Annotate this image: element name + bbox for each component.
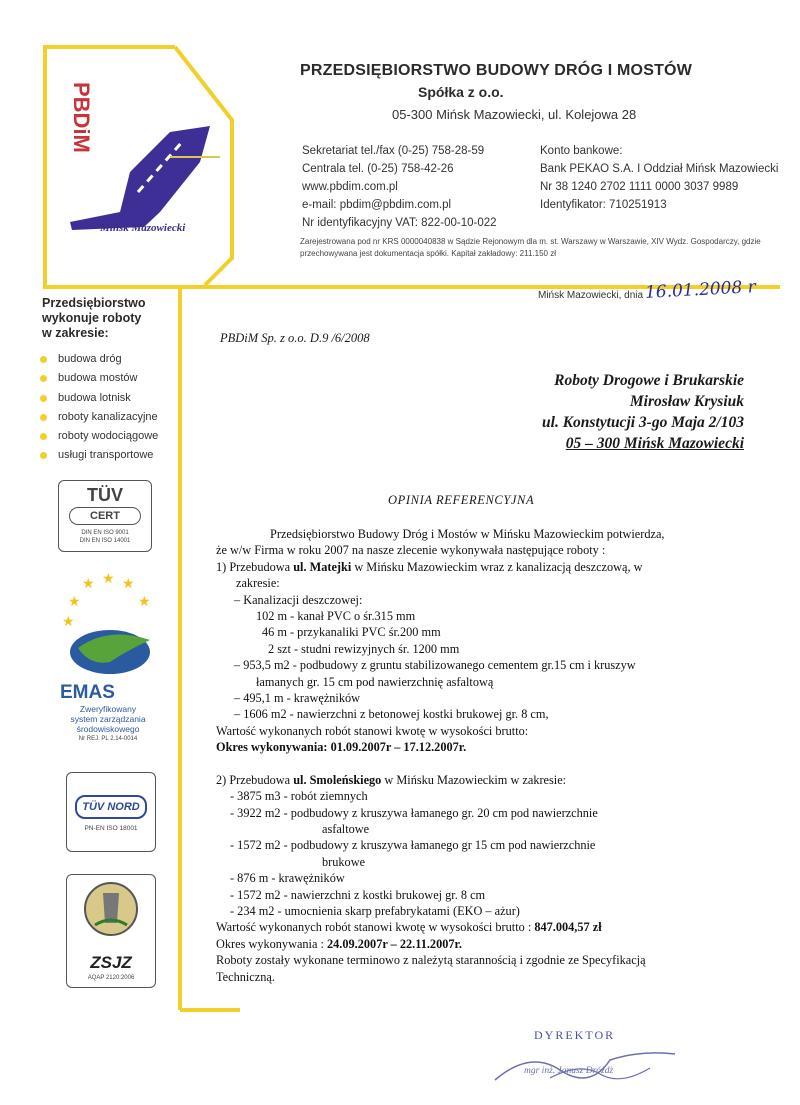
letter-body [216, 526, 756, 985]
svg-text:★: ★ [138, 594, 151, 610]
addressee-block [542, 370, 744, 454]
list-item: - 1572 m2 - nawierzchni z kostki brukowej gr. 8 cm [230, 887, 486, 902]
period-line: Okres wykonywania : 24.09.2007r – 22.11.2007r. [216, 936, 462, 951]
sidebar-title-line: Przedsiębiorstwo [42, 296, 146, 310]
list-item: asfaltowe [322, 821, 370, 836]
addressee-line: 05 – 300 Mińsk Mazowiecki [565, 435, 744, 452]
zsjz-badge [66, 874, 156, 988]
tuv-logo: TÜV [87, 485, 123, 505]
company-address: 05-300 Mińsk Mazowiecki, ul. Kolejowa 28 [392, 107, 637, 122]
list-item: 2 szt - studni rewizyjnych śr. 1200 mm [268, 641, 460, 656]
services-list [36, 350, 158, 466]
cert-label: CERT [69, 507, 141, 525]
logo-letters: PBDiM [69, 82, 94, 153]
emas-line: Zweryfikowany [79, 704, 137, 714]
svg-text:★: ★ [68, 594, 81, 610]
addressee-line: Roboty Drogowe i Brukarskie [554, 372, 744, 389]
document-title: OPINIA REFERENCYJNA [388, 493, 535, 507]
bullet-icon [40, 375, 47, 382]
amount: 847.004,57 zł [534, 920, 602, 935]
section-2-heading: 2) Przebudowa ul. Smoleńskiego w Mińsku Mazowieckim w zakresie: [216, 772, 567, 787]
addressee-line: Mirosław Krysiuk [629, 393, 744, 410]
contact-line: Nr identyfikacyjny VAT: 822-00-10-022 [302, 217, 497, 229]
company-name: PRZEDSIĘBIORSTWO BUDOWY DRÓG I MOSTÓW [300, 62, 692, 79]
list-item: łamanych gr. 15 cm pod nawierzchnię asfaltową [256, 674, 494, 689]
list-item: 102 m - kanał PVC o śr.315 mm [256, 609, 416, 624]
emas-name: EMAS [60, 682, 115, 703]
handwritten-date: 16.01.2008 r [644, 277, 757, 303]
paragraph: Przedsiębiorstwo Budowy Dróg i Mostów w Mińsku Mazowieckim potwierdza, [270, 527, 665, 541]
list-item: – Kanalizacji deszczowej: [234, 592, 363, 607]
registration-note: Zarejestrowana pod nr KRS 0000040838 w Sądzie Rejonowym dla m. st. Warszawy w Warszawie, XIV Wydz. Gospodarczy, gdzie przechowywana jest dokumentacja spółki. Kapitał zakładowy: 211.150 zł [300, 237, 761, 258]
sidebar-title-line: w zakresie: [42, 326, 109, 340]
value-line: Wartość wykonanych robót stanowi kwotę w wysokości brutto: [216, 723, 529, 738]
tuv-cert-badge [58, 480, 152, 552]
paragraph: zakresie: [236, 576, 280, 591]
value-line: Wartość wykonanych robót stanowi kwotę w wysokości brutto : 847.004,57 zł [216, 920, 602, 935]
bullet-icon [40, 433, 47, 440]
service-item: roboty wodociągowe [36, 427, 158, 446]
list-item: – 495,1 m - krawężników [234, 691, 361, 706]
tuv-nord-logo: TÜV NORD [75, 795, 147, 819]
list-item: – 953,5 m2 - podbudowy z gruntu stabilizowanego cementem gr.15 cm i kruszyw [234, 658, 636, 673]
bank-line: Bank PEKAO S.A. I Oddział Mińsk Mazowiecki [540, 163, 779, 175]
tuv-nord-standard: PN-EN ISO 18001 [84, 825, 138, 832]
paragraph: Techniczną. [216, 969, 275, 984]
zsjz-standard: AQAP 2120:2006 [87, 975, 135, 981]
list-item: - 234 m2 - umocnienia skarp prefabrykatami (EKO – ażur) [230, 903, 520, 918]
eu-stars-icon [58, 570, 158, 680]
bank-line: Nr 38 1240 2702 1111 0000 3037 9989 [540, 181, 739, 193]
list-item: - 3875 m3 - robót ziemnych [230, 789, 368, 804]
logo-city-name: Mińsk Mazowiecki [100, 222, 186, 234]
bullet-icon [40, 414, 47, 421]
emas-line: system zarządzania [70, 714, 146, 724]
list-item: - 876 m - krawężników [230, 871, 345, 886]
period-line: Okres wykonywania: 01.09.2007r – 17.12.2007r. [216, 740, 467, 755]
bullet-icon [40, 452, 47, 459]
list-item: - 1572 m2 - podbudowy z kruszywa łamanego gr 15 cm pod nawierzchnie [230, 838, 596, 853]
cert-standard: DIN EN ISO 9001 [81, 530, 129, 536]
list-item: - 3922 m2 - podbudowy z kruszywa łamanego gr. 20 cm pod nawierzchnie [230, 805, 598, 820]
paragraph: Roboty zostały wykonane terminowo z należytą starannością i zgodnie ze Specyfikacją [216, 953, 646, 968]
contact-line: Sekretariat tel./fax (0-25) 758-28-59 [302, 145, 485, 157]
list-item: brukowe [322, 854, 366, 869]
email-link[interactable]: e-mail: pbdim@pbdim.com.pl [302, 199, 452, 211]
svg-text:★: ★ [82, 576, 95, 592]
bullet-icon [40, 395, 47, 402]
sidebar-title-line: wykonuje roboty [42, 311, 142, 325]
svg-text:★: ★ [62, 614, 75, 630]
eagle-emblem-icon [67, 875, 155, 945]
company-form: Spółka z o.o. [418, 84, 504, 100]
bullet-icon [40, 356, 47, 363]
service-item: budowa lotnisk [36, 389, 158, 408]
bank-line: Identyfikator: 710251913 [540, 199, 667, 211]
cert-standard: DIN EN ISO 14001 [79, 538, 131, 544]
contact-block [302, 142, 497, 232]
bank-line: Konto bankowe: [540, 145, 623, 157]
emas-line: środowiskowego [76, 724, 140, 734]
website-link[interactable]: www.pbdim.com.pl [302, 181, 398, 193]
place-date: Mińsk Mazowiecki, dnia [538, 290, 644, 301]
bank-block [540, 142, 778, 214]
service-item: roboty kanalizacyjne [36, 408, 158, 427]
reference-number: PBDiM Sp. z o.o. D.9 /6/2008 [220, 331, 370, 345]
service-item: budowa mostów [36, 369, 158, 388]
emas-reg: Nr REJ. PL 2.14-0014 [78, 736, 138, 742]
service-item: usługi transportowe [36, 446, 158, 465]
contact-line: Centrala tel. (0-25) 758-42-26 [302, 163, 454, 175]
list-item: – 1606 m2 - nawierzchni z betonowej kostki brukowej gr. 8 cm, [234, 707, 549, 722]
signature-stamp-title: DYREKTOR [534, 1028, 616, 1042]
emas-logo [58, 570, 158, 756]
paragraph: że w/w Firma w roku 2007 na nasze zlecenie wykonywała następujące roboty : [216, 543, 606, 558]
service-item: budowa dróg [36, 350, 158, 369]
sidebar-title [42, 296, 146, 341]
svg-text:★: ★ [122, 576, 135, 592]
svg-text:★: ★ [102, 571, 115, 587]
signature-scribble-icon [490, 1040, 680, 1090]
signatory-name: mgr inż. Janusz Dróżdż [524, 1066, 614, 1076]
addressee-line: ul. Konstytucji 3-go Maja 2/103 [542, 414, 744, 431]
section-1-heading: 1) Przebudowa ul. Matejki w Mińsku Mazowieckim wraz z kanalizacją deszczową, w [216, 559, 643, 574]
tuv-nord-badge [66, 772, 156, 852]
list-item: 46 m - przykanaliki PVC śr.200 mm [262, 625, 441, 640]
zsjz-name: ZSJZ [90, 953, 132, 972]
